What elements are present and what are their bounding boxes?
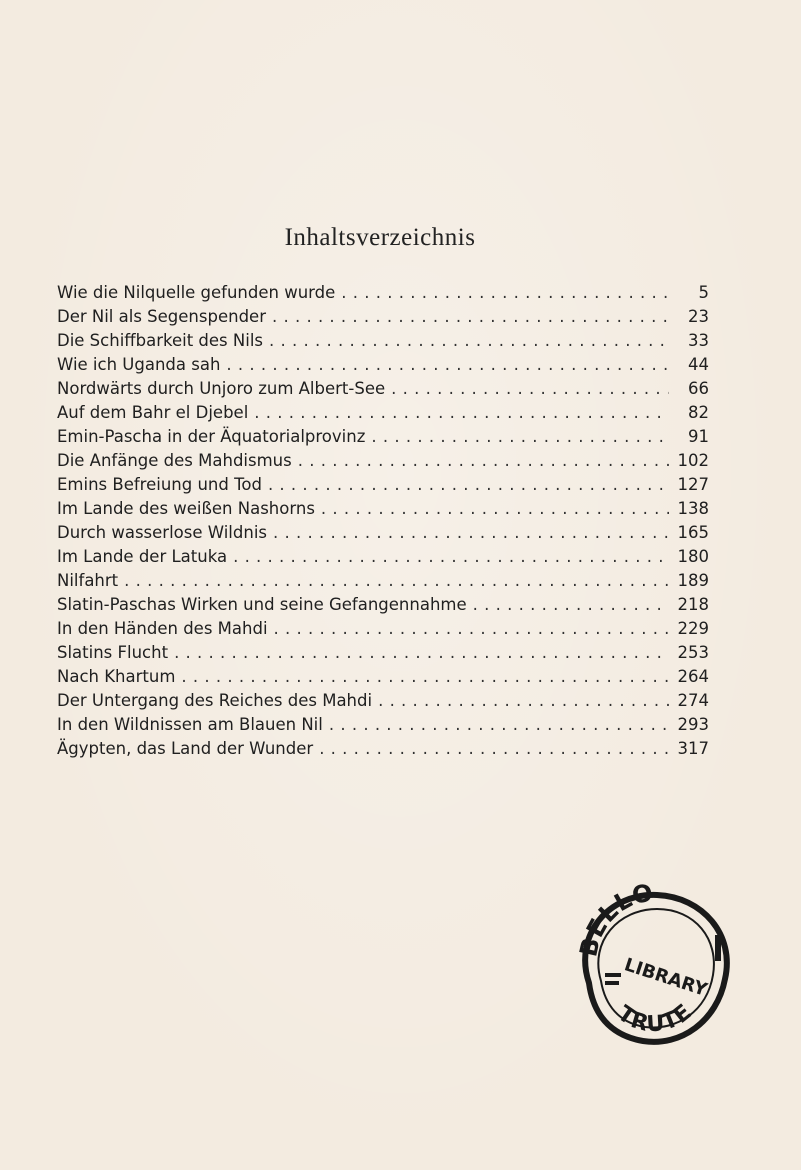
stamp-text-top: BELLO (574, 878, 656, 960)
toc-entry (57, 569, 709, 593)
toc-entry-title: Nordwärts durch Unjoro zum Albert-See (57, 379, 386, 398)
leader-dots (473, 593, 669, 617)
leader-dots (269, 329, 669, 353)
toc-entry-title: Auf dem Bahr el Djebel (57, 403, 249, 422)
library-stamp-icon (565, 875, 740, 1055)
toc-entry-title: Slatin-Paschas Wirken und seine Gefangennahme (57, 595, 467, 614)
leader-dots (254, 401, 669, 425)
toc-entry-title: Im Lande des weißen Nashorns (57, 499, 315, 518)
toc-entry-page: 264 (677, 667, 709, 686)
toc-entry-page: 218 (677, 595, 709, 614)
toc-entry-title: Der Untergang des Reiches des Mahdi (57, 691, 373, 710)
toc-entry-title: Durch wasserlose Wildnis (57, 523, 267, 542)
leader-dots (298, 449, 669, 473)
toc-entry (57, 665, 709, 689)
toc-entry-title: Der Nil als Segenspender (57, 307, 266, 326)
toc-entry-page: 5 (698, 283, 709, 302)
toc-entry-title: In den Wildnissen am Blauen Nil (57, 715, 323, 734)
leader-dots (233, 545, 669, 569)
leader-dots (341, 281, 669, 305)
toc-entry-page: 66 (688, 379, 709, 398)
toc-entry (57, 281, 709, 305)
toc-entry (57, 641, 709, 665)
toc-entry-page: 102 (677, 451, 709, 470)
leader-dots (181, 665, 669, 689)
toc-entry-page: 274 (677, 691, 709, 710)
toc-entry-page: 317 (677, 739, 709, 758)
toc-entry (57, 329, 709, 353)
page-title: Inhaltsverzeichnis (284, 224, 476, 251)
toc-entry (57, 497, 709, 521)
toc-entry (57, 713, 709, 737)
leader-dots (321, 497, 669, 521)
toc-entry-page: 253 (677, 643, 709, 662)
toc-entry-title: Die Schiffbarkeit des Nils (57, 331, 264, 350)
toc-entry (57, 737, 709, 761)
leader-dots (272, 305, 669, 329)
toc-entry (57, 401, 709, 425)
table-of-contents (57, 281, 709, 761)
toc-entry-page: 189 (677, 571, 709, 590)
leader-dots (124, 569, 669, 593)
svg-text:BELLO (574, 878, 656, 959)
leader-dots (378, 689, 669, 713)
leader-dots (268, 473, 669, 497)
toc-entry (57, 617, 709, 641)
leader-dots (226, 353, 669, 377)
toc-entry (57, 473, 709, 497)
leader-dots (273, 521, 669, 545)
toc-entry-title: In den Händen des Mahdi (57, 619, 268, 638)
toc-entry (57, 545, 709, 569)
leader-dots (174, 641, 669, 665)
toc-entry (57, 449, 709, 473)
leader-dots (391, 377, 669, 401)
toc-entry-title: Wie die Nilquelle gefunden wurde (57, 283, 336, 302)
toc-entry-title: Die Anfänge des Mahdismus (57, 451, 292, 470)
toc-entry-page: 165 (677, 523, 709, 542)
leader-dots (274, 617, 669, 641)
toc-entry (57, 689, 709, 713)
toc-entry-page: 44 (688, 355, 709, 374)
toc-entry-title: Emins Befreiung und Tod (57, 475, 262, 494)
toc-entry-page: 127 (677, 475, 709, 494)
toc-entry (57, 305, 709, 329)
toc-entry (57, 353, 709, 377)
toc-entry-title: Nilfahrt (57, 571, 119, 590)
toc-entry-page: 91 (688, 427, 709, 446)
toc-entry-page: 180 (677, 547, 709, 566)
toc-entry-title: Ägypten, das Land der Wunder (57, 739, 314, 758)
toc-entry-title: Nach Khartum (57, 667, 176, 686)
toc-entry (57, 593, 709, 617)
toc-entry-title: Slatins Flucht (57, 643, 169, 662)
stamp-text-middle: LIBRARY (621, 954, 710, 1001)
leader-dots (319, 737, 669, 761)
leader-dots (371, 425, 669, 449)
toc-entry-title: Wie ich Uganda sah (57, 355, 221, 374)
leader-dots (329, 713, 669, 737)
toc-entry-page: 229 (677, 619, 709, 638)
toc-entry-page: 33 (688, 331, 709, 350)
toc-entry (57, 377, 709, 401)
toc-entry-title: Im Lande der Latuka (57, 547, 228, 566)
toc-entry-page: 23 (688, 307, 709, 326)
toc-entry-page: 82 (688, 403, 709, 422)
toc-entry-page: 293 (677, 715, 709, 734)
toc-entry (57, 425, 709, 449)
toc-entry-page: 138 (677, 499, 709, 518)
toc-entry (57, 521, 709, 545)
stamp-text-bottom: TRUTE (612, 999, 698, 1038)
toc-entry-title: Emin-Pascha in der Äquatorialprovinz (57, 427, 366, 446)
